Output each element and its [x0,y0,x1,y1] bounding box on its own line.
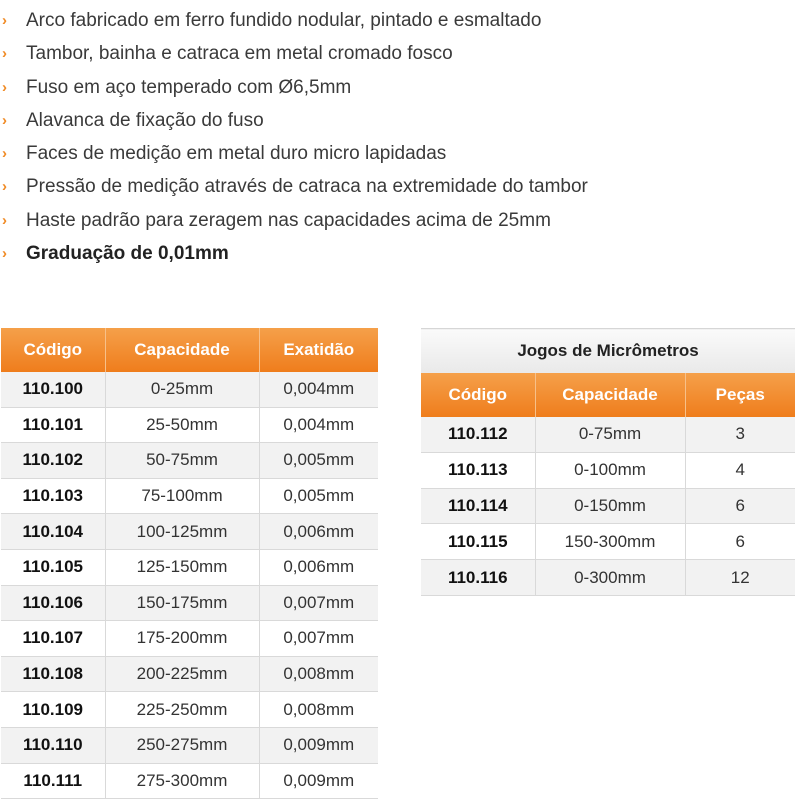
feature-item [0,172,800,205]
cell-capacity: 0-150mm [535,488,685,524]
table-row [421,417,795,452]
cell-capacity: 0-25mm [105,372,259,407]
cell-code: 110.102 [1,443,105,479]
table-row [1,407,378,443]
sets-table-header [421,373,795,417]
cell-capacity: 50-75mm [105,443,259,479]
cell-value: 12 [685,560,795,596]
cell-value: 3 [685,417,795,452]
cell-code: 110.108 [1,656,105,692]
cell-code: 110.106 [1,585,105,621]
cell-code: 110.107 [1,621,105,657]
chevron-right-icon: › [2,78,7,96]
table-row [1,656,378,692]
feature-text: Faces de medição em metal duro micro lapidadas [26,143,447,165]
table-row [1,621,378,657]
feature-text: Tambor, bainha e catraca em metal cromado fosco [26,43,453,65]
cell-capacity: 250-275mm [105,727,259,763]
cell-code: 110.115 [421,524,535,560]
feature-item [0,6,800,39]
cell-code: 110.109 [1,692,105,728]
table-row [1,514,378,550]
table-row [1,443,378,479]
header-codigo: Código [421,373,535,417]
cell-capacity: 0-300mm [535,560,685,596]
cell-code: 110.103 [1,478,105,514]
header-codigo: Código [1,328,105,372]
cell-capacity: 0-100mm [535,452,685,488]
feature-text: Pressão de medição através de catraca na extremidade do tambor [26,176,588,198]
cell-code: 110.114 [421,488,535,524]
feature-item [0,206,800,239]
header-exatidao: Exatidão [259,328,378,372]
sets-table-title: Jogos de Micrômetros [421,329,795,374]
table-row [1,549,378,585]
feature-text: Fuso em aço temperado com Ø6,5mm [26,76,352,98]
cell-value: 0,004mm [259,407,378,443]
table-row [1,585,378,621]
cell-value: 6 [685,488,795,524]
cell-capacity: 225-250mm [105,692,259,728]
cell-value: 0,008mm [259,692,378,728]
table-row [1,372,378,407]
cell-code: 110.100 [1,372,105,407]
cell-capacity: 150-300mm [535,524,685,560]
cell-code: 110.116 [421,560,535,596]
cell-code: 110.105 [1,549,105,585]
table-row [421,524,795,560]
feature-item [0,139,800,172]
cell-value: 0,006mm [259,514,378,550]
cell-value: 0,009mm [259,763,378,799]
micrometers-table-header [1,328,378,372]
cell-capacity: 0-75mm [535,417,685,452]
cell-value: 4 [685,452,795,488]
chevron-right-icon: › [2,111,7,129]
cell-capacity: 125-150mm [105,549,259,585]
micrometers-table [1,328,378,799]
chevron-right-icon: › [2,211,7,229]
header-capacidade: Capacidade [535,373,685,417]
cell-capacity: 175-200mm [105,621,259,657]
chevron-right-icon: › [2,245,7,263]
feature-item [0,39,800,72]
cell-value: 0,004mm [259,372,378,407]
table-row [421,452,795,488]
chevron-right-icon: › [2,12,7,29]
chevron-right-icon: › [2,145,7,163]
cell-code: 110.111 [1,763,105,799]
feature-text: Haste padrão para zeragem nas capacidades acima de 25mm [26,209,551,231]
cell-value: 0,007mm [259,585,378,621]
cell-capacity: 150-175mm [105,585,259,621]
cell-value: 0,009mm [259,727,378,763]
table-row [1,478,378,514]
feature-list [0,6,800,272]
cell-value: 0,005mm [259,478,378,514]
sets-table-title-row [421,329,795,374]
feature-text: Arco fabricado em ferro fundido nodular, pintado e esmaltado [26,10,542,31]
feature-item [0,106,800,139]
feature-item [0,239,800,272]
table-row [1,727,378,763]
chevron-right-icon: › [2,178,7,196]
cell-code: 110.110 [1,727,105,763]
cell-code: 110.113 [421,452,535,488]
cell-value: 6 [685,524,795,560]
cell-code: 110.112 [421,417,535,452]
cell-capacity: 200-225mm [105,656,259,692]
header-capacidade: Capacidade [105,328,259,372]
table-row [421,488,795,524]
feature-item [0,73,800,106]
cell-value: 0,007mm [259,621,378,657]
sets-table [421,328,795,596]
feature-text: Graduação de 0,01mm [26,243,229,265]
cell-code: 110.101 [1,407,105,443]
cell-value: 0,008mm [259,656,378,692]
cell-capacity: 75-100mm [105,478,259,514]
header-pecas: Peças [685,373,795,417]
cell-value: 0,006mm [259,549,378,585]
cell-value: 0,005mm [259,443,378,479]
chevron-right-icon: › [2,45,7,63]
cell-capacity: 100-125mm [105,514,259,550]
cell-capacity: 275-300mm [105,763,259,799]
table-row [421,560,795,596]
table-row [1,692,378,728]
cell-code: 110.104 [1,514,105,550]
cell-capacity: 25-50mm [105,407,259,443]
table-row [1,763,378,799]
feature-text: Alavanca de fixação do fuso [26,109,264,131]
